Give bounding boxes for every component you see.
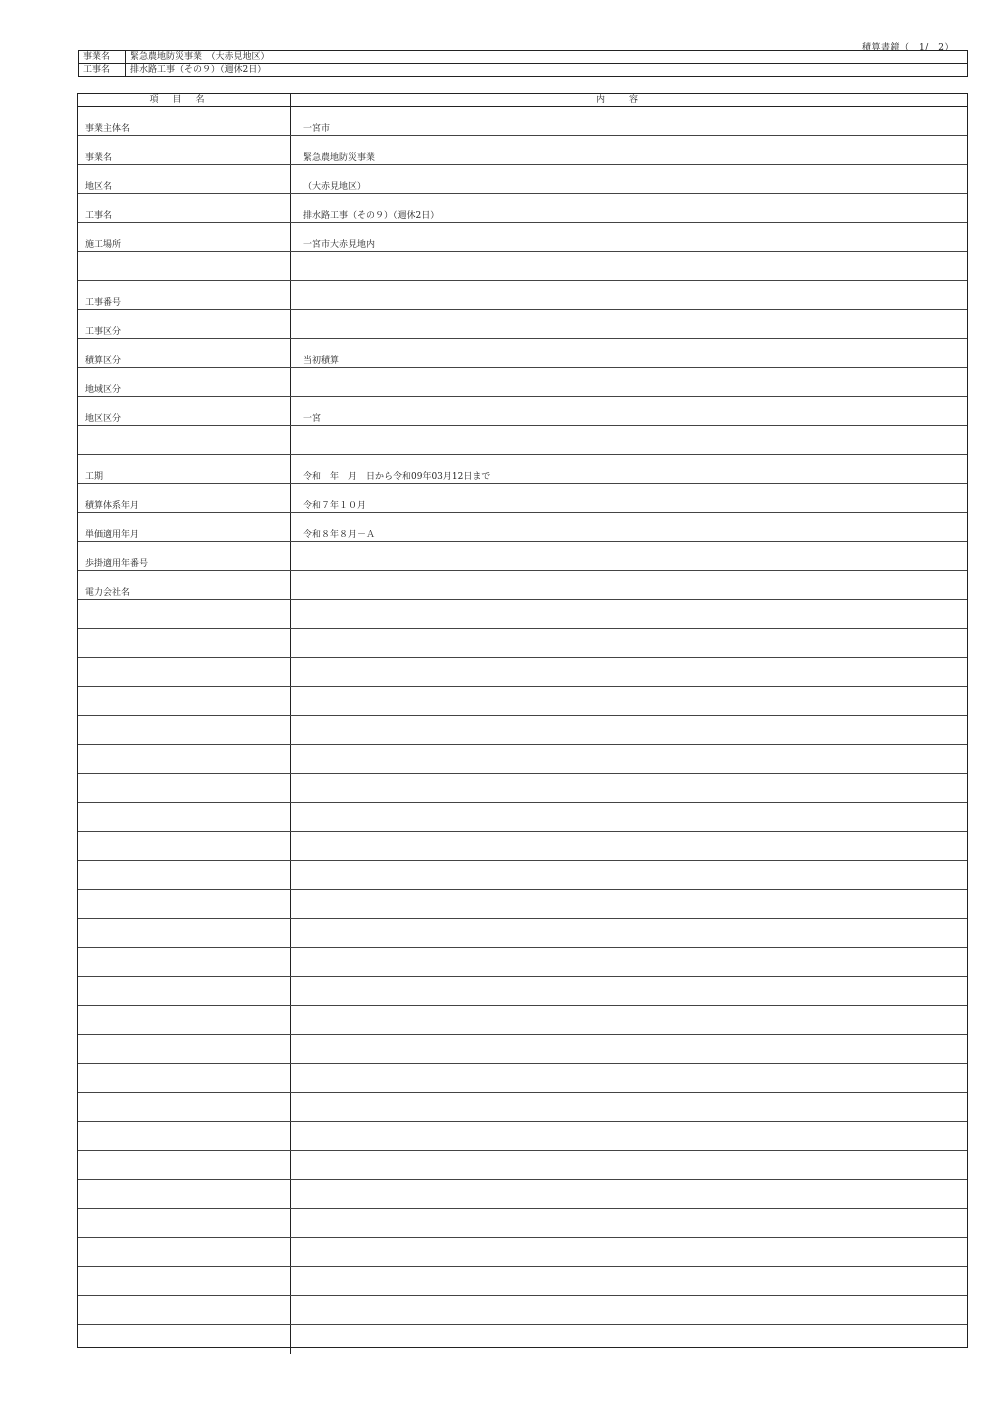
table-row (78, 745, 967, 774)
table-row (78, 948, 967, 977)
row-content (291, 571, 967, 599)
row-content (291, 1238, 967, 1266)
row-content (291, 832, 967, 860)
row-item-name: 事業名 (78, 136, 291, 164)
table-row (78, 919, 967, 948)
table-row (78, 252, 967, 281)
table-row (78, 484, 967, 513)
table-body (78, 107, 967, 1354)
table-row (78, 223, 967, 252)
table-row (78, 861, 967, 890)
row-item-name (78, 1035, 291, 1063)
row-item-name (78, 1296, 291, 1324)
row-content (291, 600, 967, 628)
row-item-name (78, 1267, 291, 1295)
table-row (78, 1006, 967, 1035)
row-content (291, 1151, 967, 1179)
table-row (78, 397, 967, 426)
header-label: 事業名 (79, 51, 126, 64)
table-row (78, 107, 967, 136)
table-row (78, 339, 967, 368)
row-item-name (78, 426, 291, 454)
row-content (291, 252, 967, 280)
row-content (291, 658, 967, 686)
row-item-name (78, 658, 291, 686)
row-item-name (78, 1151, 291, 1179)
row-item-name (78, 252, 291, 280)
row-item-name (78, 803, 291, 831)
row-item-name: 工事番号 (78, 281, 291, 309)
table-row (78, 194, 967, 223)
table-row (78, 832, 967, 861)
row-content (291, 716, 967, 744)
column-header-content: 内容 (595, 95, 662, 105)
table-row (78, 977, 967, 1006)
row-item-name: 工事名 (78, 194, 291, 222)
row-item-name (78, 629, 291, 657)
row-item-name (78, 1006, 291, 1034)
table-row (78, 455, 967, 484)
table-header (78, 94, 967, 107)
table-row (78, 571, 967, 600)
header-value: 排水路工事（その９）（週休2日） (126, 64, 968, 77)
table-row (78, 1064, 967, 1093)
row-item-name (78, 1093, 291, 1121)
table-row (78, 1122, 967, 1151)
header-value: 緊急農地防災事業 （大赤見地区） (126, 51, 968, 64)
row-item-name: 電力会社名 (78, 571, 291, 599)
table-row (78, 716, 967, 745)
table-row (78, 1238, 967, 1267)
page-number-label: 積算書鏡（ 1/ 2） (862, 43, 954, 53)
row-content: 当初積算 (303, 356, 340, 366)
row-content (291, 774, 967, 802)
row-item-name: 工期 (78, 455, 291, 483)
row-item-name: 歩掛適用年番号 (78, 542, 291, 570)
table-row (78, 1296, 967, 1325)
row-content (291, 1035, 967, 1063)
row-content (291, 687, 967, 715)
table-row (78, 165, 967, 194)
row-item-name (78, 1122, 291, 1150)
row-content: 一宮 (303, 414, 322, 424)
row-item-name (78, 1238, 291, 1266)
row-content (291, 948, 967, 976)
table-row (78, 600, 967, 629)
row-content (291, 803, 967, 831)
table-row (78, 310, 967, 339)
row-content (291, 542, 967, 570)
row-item-name: 単価適用年月 (78, 513, 291, 541)
row-item-name (78, 861, 291, 889)
table-row (78, 1267, 967, 1296)
row-content (291, 861, 967, 889)
table-row (78, 774, 967, 803)
row-item-name: 積算体系年月 (78, 484, 291, 512)
row-content (291, 426, 967, 454)
header-info-table (78, 50, 968, 77)
table-row (78, 426, 967, 455)
row-content (291, 368, 967, 396)
table-row (78, 1151, 967, 1180)
row-item-name: 積算区分 (78, 339, 291, 367)
row-item-name (78, 1209, 291, 1237)
column-header-item: 項目名 (78, 94, 291, 106)
row-content: 一宮市 (303, 124, 331, 134)
table-row (78, 658, 967, 687)
table-row (78, 513, 967, 542)
table-row (78, 803, 967, 832)
table-row (78, 136, 967, 165)
row-content: 緊急農地防災事業 (303, 153, 376, 163)
row-content: 令和８年８月－Ａ (303, 530, 376, 540)
table-row (78, 1325, 967, 1354)
table-row (78, 368, 967, 397)
row-item-name: 工事区分 (78, 310, 291, 338)
row-content: 一宮市大赤見地内 (303, 240, 376, 250)
row-content (291, 977, 967, 1005)
row-item-name: 地区区分 (78, 397, 291, 425)
row-item-name (78, 1064, 291, 1092)
table-row (78, 687, 967, 716)
row-item-name (78, 977, 291, 1005)
row-item-name (78, 890, 291, 918)
row-item-name: 地域区分 (78, 368, 291, 396)
header-row (79, 51, 968, 64)
row-item-name (78, 919, 291, 947)
row-item-name: 地区名 (78, 165, 291, 193)
row-item-name (78, 832, 291, 860)
table-row (78, 629, 967, 658)
row-item-name (78, 774, 291, 802)
row-content (291, 1325, 967, 1354)
row-item-name (78, 600, 291, 628)
table-row (78, 1180, 967, 1209)
table-row (78, 1093, 967, 1122)
row-content (291, 890, 967, 918)
table-row (78, 281, 967, 310)
row-content (291, 1122, 967, 1150)
row-item-name: 事業主体名 (78, 107, 291, 135)
row-item-name (78, 716, 291, 744)
row-item-name (78, 745, 291, 773)
row-content (291, 1180, 967, 1208)
table-row (78, 890, 967, 919)
row-content (291, 1093, 967, 1121)
header-row (79, 64, 968, 77)
row-item-name (78, 1325, 291, 1354)
row-content (291, 1209, 967, 1237)
row-content (291, 919, 967, 947)
row-content: 令和７年１０月 (303, 501, 367, 511)
row-content (291, 281, 967, 309)
estimate-cover-table (77, 93, 968, 1348)
row-content: 排水路工事（その９）（週休2日） (303, 211, 440, 221)
table-row (78, 1209, 967, 1238)
row-item-name (78, 687, 291, 715)
row-content: 令和 年 月 日から令和09年03月12日まで (303, 472, 491, 482)
row-content (291, 1064, 967, 1092)
header-label: 工事名 (79, 64, 126, 77)
table-row (78, 1035, 967, 1064)
row-content (291, 310, 967, 338)
row-content (291, 629, 967, 657)
table-row (78, 542, 967, 571)
row-content: （大赤見地区） (303, 182, 367, 192)
row-content (291, 745, 967, 773)
row-item-name (78, 948, 291, 976)
row-content (291, 1296, 967, 1324)
row-content (291, 1267, 967, 1295)
row-content (291, 1006, 967, 1034)
row-item-name: 施工場所 (78, 223, 291, 251)
row-item-name (78, 1180, 291, 1208)
